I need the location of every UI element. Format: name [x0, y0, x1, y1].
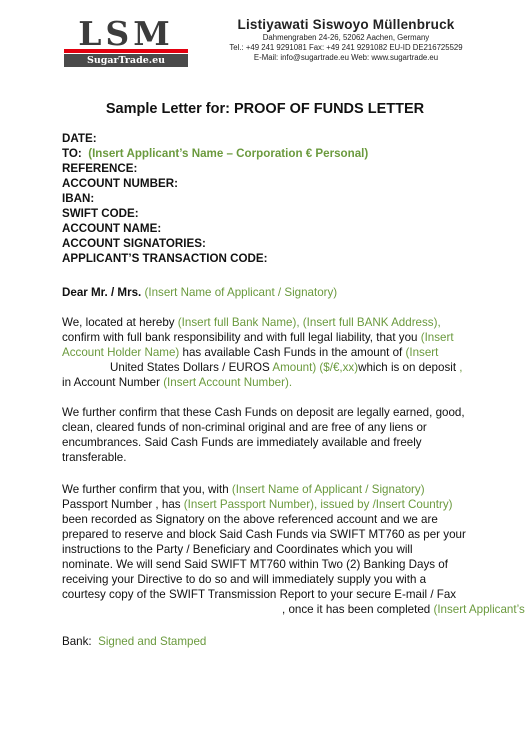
- para3-placeholder-applicant: (Insert Name of Applicant / Signatory): [231, 483, 425, 496]
- para3-text: Passport Number , has: [62, 498, 184, 511]
- field-reference: REFERENCE:: [62, 162, 138, 175]
- para1-text: confirm with full bank responsibility and with full legal liability, that you: [62, 331, 421, 344]
- para1-text: We, located at hereby: [62, 316, 178, 329]
- para3-text: We further confirm that you, with: [62, 483, 232, 496]
- paragraph-bank-confirmation: [62, 315, 482, 390]
- para1-line: [62, 315, 482, 330]
- para2-line: We further confirm that these Cash Funds on deposit are legally earned, good,: [62, 406, 465, 419]
- salutation: [62, 285, 482, 300]
- logo-site-text: SugarTrade.eu: [64, 54, 188, 67]
- salutation-placeholder: (Insert Name of Applicant / Signatory): [144, 286, 338, 299]
- logo-red-bar: [64, 49, 188, 53]
- field-account-number: ACCOUNT NUMBER:: [62, 177, 178, 190]
- company-phone: Tel.: +49 241 9291081 Fax: +49 241 9291082 EU-ID DE216725529: [229, 43, 463, 52]
- field-to-placeholder: (Insert Applicant’s Name – Corporation € Personal): [88, 147, 369, 160]
- para3-text: , once it has been completed: [282, 603, 434, 616]
- para1-text: in Account Number: [62, 376, 164, 389]
- para1-placeholder-account: (Insert Account Number).: [163, 376, 293, 389]
- para1-placeholder-bank: (Insert full Bank Name), (Insert full BANK Address),: [177, 316, 441, 329]
- para1-line: [62, 360, 482, 375]
- para1-placeholder-holder-cont: Account Holder Name): [62, 346, 180, 359]
- field-to-label: TO:: [62, 147, 82, 160]
- para3-placeholder-passport: (Insert Passport Number), issued by /Insert Country): [183, 498, 453, 511]
- para3-line: prepared to reserve and block Said Cash Funds via SWIFT MT760 as per your: [62, 528, 466, 541]
- para1-placeholder-holder: (Insert: [420, 331, 454, 344]
- para3-placeholder-applicant-end: (Insert Applicant’s: [433, 603, 525, 616]
- para3-line: [62, 602, 525, 617]
- letter-fields: [62, 131, 368, 266]
- para1-placeholder-amount-cont: Amount) ($/€,xx): [272, 361, 359, 374]
- field-swift: SWIFT CODE:: [62, 207, 139, 220]
- para3-line: nominate. We will send Said SWIFT MT760 within Two (2) Banking Days of: [62, 558, 448, 571]
- para1-line: [62, 345, 482, 360]
- logo-lsm-wordmark: [64, 18, 188, 48]
- para3-line: [62, 482, 482, 497]
- salutation-text: Dear Mr. / Mrs.: [62, 286, 142, 299]
- para2-line: encumbrances. Said Cash Funds are immediately available and freely: [62, 436, 422, 449]
- company-name: Listiyawati Siswoyo Müllenbruck: [237, 17, 455, 32]
- para1-text: has available Cash Funds in the amount of: [179, 346, 406, 359]
- para1-line: [62, 330, 482, 345]
- company-address: Dahmengraben 24-26, 52062 Aachen, Germany: [262, 33, 430, 42]
- logo-lsm-text: LSM: [78, 18, 174, 48]
- para1-placeholder-amount: (Insert: [405, 346, 439, 359]
- paragraph-signatory: [62, 482, 525, 617]
- field-account-name: ACCOUNT NAME:: [62, 222, 162, 235]
- paragraph-funds-clean: [62, 405, 482, 465]
- para3-line: courtesy copy of the SWIFT Transmission Report to your secure E-mail / Fax: [62, 588, 457, 601]
- company-email: E-Mail: info@sugartrade.eu Web: www.sugartrade.eu: [253, 53, 439, 62]
- bank-signature: [62, 634, 482, 649]
- para1-line: [62, 375, 482, 390]
- para3-line: been recorded as Signatory on the above referenced account and we are: [62, 513, 438, 526]
- para1-placeholder-comma: ,: [459, 361, 463, 374]
- company-info: [215, 16, 477, 63]
- field-to: [62, 146, 368, 161]
- company-logo: [64, 18, 188, 68]
- para3-line: instructions to the Party / Beneficiary and Coordinates which you will: [62, 543, 413, 556]
- field-iban: IBAN:: [62, 192, 95, 205]
- letter-title: Sample Letter for: PROOF OF FUNDS LETTER: [105, 101, 425, 117]
- bank-label: Bank:: [62, 635, 99, 648]
- para2-line: clean, cleared funds of non-criminal original and are free of any liens or: [62, 421, 427, 434]
- para2-line: transferable.: [62, 451, 127, 464]
- para1-text: United States Dollars / EUROS: [110, 361, 273, 374]
- bank-placeholder: Signed and Stamped: [98, 635, 207, 648]
- field-date: DATE:: [62, 132, 97, 145]
- para3-line: receiving your Directive to do so and will immediately supply you with a: [62, 573, 427, 586]
- para3-line: [62, 497, 482, 512]
- para1-text: which is on deposit: [358, 361, 460, 374]
- field-signatories: ACCOUNT SIGNATORIES:: [62, 237, 206, 250]
- field-transaction-code: APPLICANT’S TRANSACTION CODE:: [62, 252, 268, 265]
